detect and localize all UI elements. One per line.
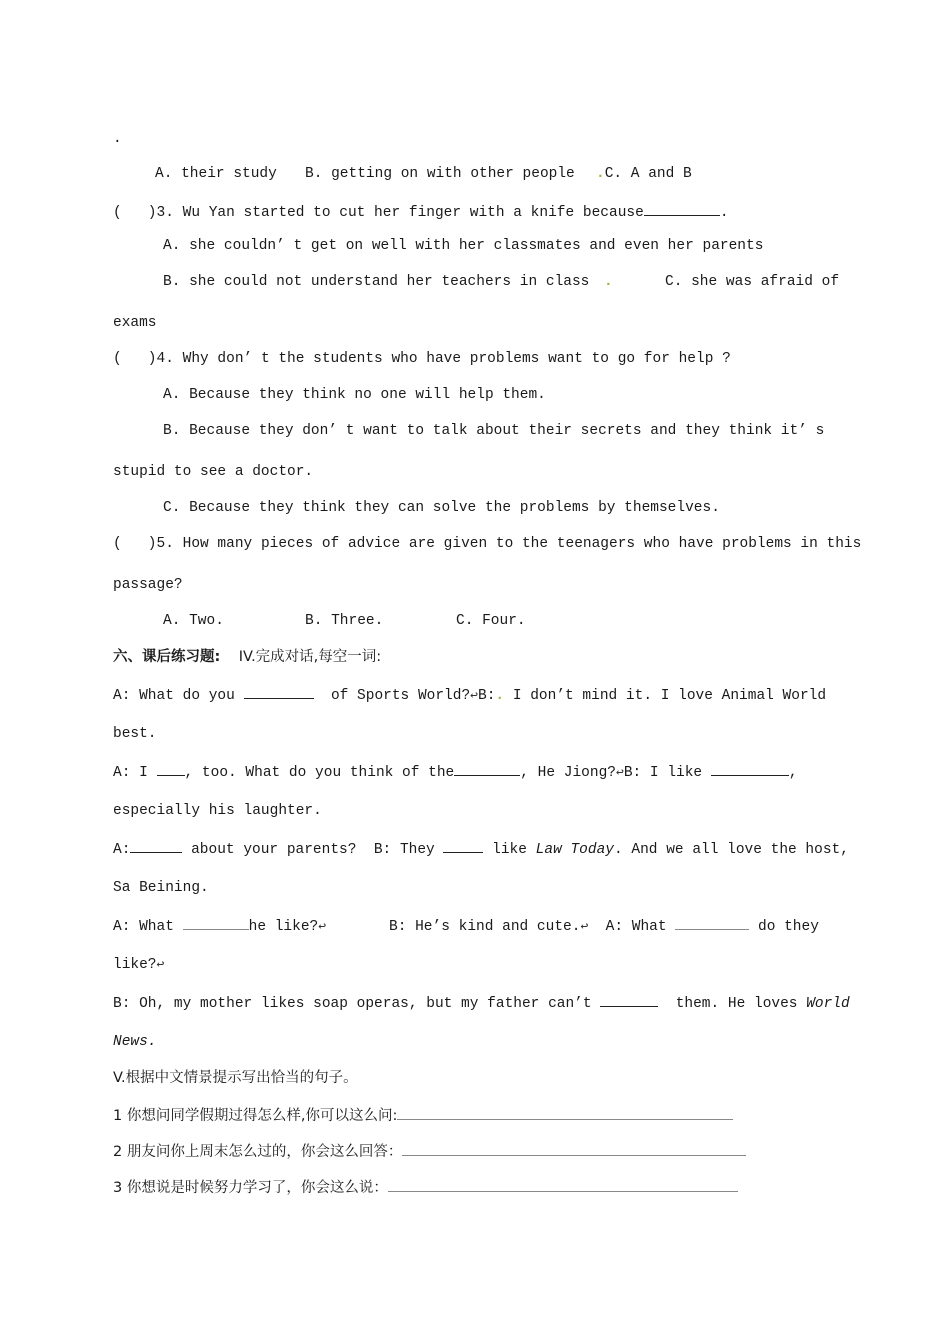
q3-option-c-cont: exams: [113, 315, 157, 331]
sentence-3: [113, 1177, 738, 1197]
dialog-text: he like?: [248, 919, 319, 935]
q3-option-b: B. she could not understand her teachers in class: [163, 274, 590, 290]
dialog-text: . And we all love the host,: [614, 842, 849, 858]
q2-option-a: A. their study: [155, 166, 277, 182]
return-arrow-icon: ↩: [470, 688, 478, 703]
q4-stem-b: ms want to go for help ?: [521, 351, 731, 367]
section5-heading: V.根据中文情景提示写出恰当的句子。: [113, 1070, 358, 1086]
dialog-line-2: [113, 761, 798, 782]
dialog-text: A: I: [113, 765, 148, 781]
dialog-text: them. He loves: [675, 996, 798, 1012]
top-mark: .: [113, 131, 122, 147]
dialog-blank[interactable]: [711, 761, 789, 776]
dialog-text: about your parents? B: They: [191, 842, 435, 858]
sentence-prompt: 2 朋友问你上周末怎么过的，你会这么回答：: [113, 1144, 403, 1160]
program-title: Law Today: [535, 842, 614, 858]
dialog-text: do they: [758, 919, 819, 935]
sentence-prompt: 1 你想问同学假期过得怎么样,你可以这么问:: [113, 1108, 398, 1124]
dialog-blank[interactable]: [454, 761, 520, 776]
q2-option-c-line: [596, 165, 692, 183]
dialog-line-4-b: [389, 915, 819, 936]
answer-blank[interactable]: [402, 1141, 746, 1156]
dialog-text: like: [492, 842, 527, 858]
return-arrow-icon: ↩: [615, 765, 624, 780]
marker-dot-icon: .: [495, 688, 505, 704]
dialog-blank[interactable]: [244, 684, 314, 699]
q4-line: [113, 350, 731, 368]
dialog-text: of Sports World?: [330, 688, 471, 704]
q4-option-b: B. Because they don’ t want to talk about their secrets and they think it’ s: [163, 423, 825, 439]
dialog-text: , too. What do you think of the: [184, 765, 455, 781]
dialog-blank[interactable]: [157, 761, 185, 776]
return-arrow-icon: ↩: [318, 919, 327, 934]
q4-option-c: C. Because they think they can solve the problems by themselves.: [163, 500, 720, 516]
q3-paren: ( )3.: [113, 205, 174, 221]
dialog-line-3-cont: Sa Beining.: [113, 880, 209, 896]
dialog-text: , He Jiong?: [520, 765, 616, 781]
q3-stem: Wu Yan started to cut her finger with a knife because: [182, 205, 644, 221]
q5-option-a: A. Two.: [163, 613, 224, 629]
section6-heading-line: [113, 648, 381, 666]
sentence-prompt: 3 你想说是时候努力学习了，你会这么说：: [113, 1180, 388, 1196]
dialog-line-5-cont: News.: [113, 1034, 157, 1050]
dialog-text: B: Oh, my mother likes soap operas, but my father can’t: [113, 996, 592, 1012]
q5-stem: How many pieces of advice are given to the teenagers who have problems in this: [182, 536, 862, 552]
dialog-text: B: He’s kind and cute.: [389, 919, 581, 935]
q4-option-a: A. Because they think no one will help them.: [163, 387, 546, 403]
dialog-text: A:: [113, 842, 131, 858]
dialog-line-3: [113, 838, 849, 859]
dialog-text: A: What: [113, 919, 174, 935]
dialog-text: I don’t mind it. I love Animal World: [512, 688, 827, 704]
dialog-blank[interactable]: [600, 992, 658, 1007]
dialog-text: like?: [113, 957, 157, 973]
q5-paren: ( )5.: [113, 536, 174, 552]
q4-option-b-cont: stupid to see a doctor.: [113, 464, 314, 480]
section6-heading: 六、课后练习题:: [113, 649, 221, 665]
q3-blank[interactable]: [644, 201, 720, 216]
q2-option-b: B. getting on with other people: [305, 166, 575, 182]
marker-dot-icon: .: [604, 274, 613, 290]
dialog-blank[interactable]: [183, 915, 249, 930]
program-title: World: [806, 996, 850, 1012]
q2-option-c: C. A and B: [604, 166, 692, 182]
return-arrow-icon: ↩: [580, 919, 589, 934]
return-arrow-icon: ↩: [156, 957, 165, 972]
dialog-line-1: [113, 684, 826, 705]
dialog-line-1-cont: best.: [113, 726, 157, 742]
dialog-line-5: [113, 992, 850, 1013]
dialog-text: B:: [478, 688, 496, 704]
dialog-text: A: What do you: [113, 688, 235, 704]
q3-line: ( )3. Wu Yan started to cut her finger with a knife because .: [113, 201, 729, 222]
dialog-text: ,: [788, 765, 798, 781]
dialog-line-4-cont: [113, 956, 164, 974]
dialog-blank[interactable]: [130, 838, 182, 853]
dialog-text: A: What: [605, 919, 667, 935]
marker-dot-icon: .: [596, 166, 605, 182]
section6-sub: IV.完成对话,每空一词:: [238, 649, 382, 665]
q4-paren: ( )4.: [113, 351, 174, 367]
q5-line: [113, 535, 861, 553]
answer-blank[interactable]: [388, 1177, 738, 1192]
sentence-1: [113, 1105, 733, 1125]
q3-option-a: A. she couldn’ t get on well with her classmates and even her parents: [163, 238, 764, 254]
q5-option-b: B. Three.: [305, 613, 384, 629]
q5-option-c: C. Four.: [456, 613, 526, 629]
sentence-2: [113, 1141, 746, 1161]
dialog-line-4: [113, 915, 326, 936]
q3-option-c: C. she was afraid of: [665, 274, 840, 290]
dialog-line-2-cont: especially his laughter.: [113, 803, 322, 819]
dialog-blank[interactable]: [443, 838, 483, 853]
dialog-blank[interactable]: [675, 915, 749, 930]
q4-stem-a: Why don’ t the students who have proble: [182, 351, 522, 367]
q5-stem-cont: passage?: [113, 577, 183, 593]
answer-blank[interactable]: [397, 1105, 733, 1120]
dialog-text: B: I like: [623, 765, 703, 781]
